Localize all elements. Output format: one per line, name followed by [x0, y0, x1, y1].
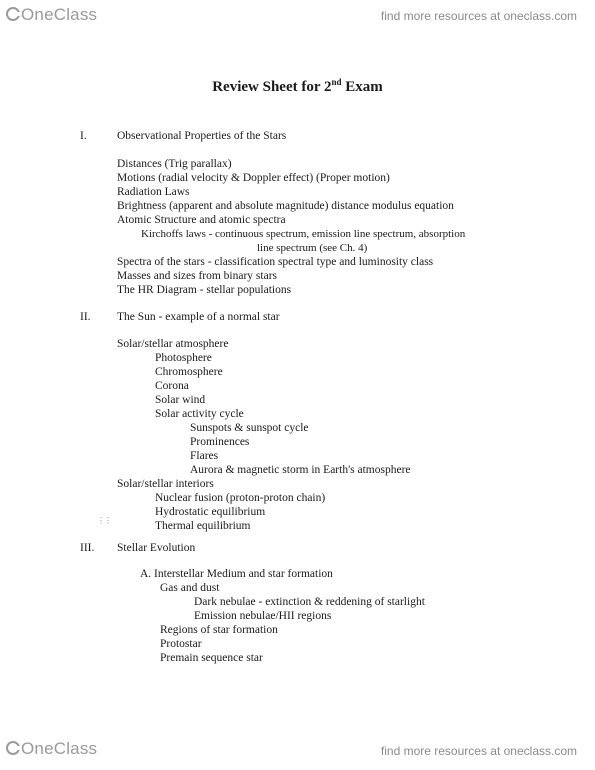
title-end: Exam — [341, 79, 383, 95]
oneclass-logo-mark-icon — [6, 7, 20, 21]
outline-item: Nuclear fusion (proton-proton chain) — [155, 492, 326, 504]
title-main: Review Sheet for 2 — [212, 79, 332, 95]
promo-link[interactable]: find more resources at oneclass.com — [380, 9, 577, 23]
outline-item: A. Interstellar Medium and star formation — [140, 568, 333, 580]
scan-speck: ⋮⋮ — [97, 516, 111, 525]
outline-item: Solar wind — [155, 394, 206, 406]
outline-item: The HR Diagram - stellar populations — [117, 284, 292, 296]
promo-link[interactable]: find more resources at oneclass.com — [380, 744, 577, 758]
section-numeral: II. — [80, 311, 91, 323]
outline-item: line spectrum (see Ch. 4) — [257, 242, 368, 254]
section-numeral: I. — [80, 130, 87, 142]
outline-item: Corona — [155, 380, 189, 392]
outline-item: Spectra of the stars - classification spectral type and luminosity class — [117, 256, 434, 268]
outline-item: Kirchoffs laws - continuous spectrum, emission line spectrum, absorption — [141, 228, 466, 240]
outline-item: Dark nebulae - extinction & reddening of starlight — [194, 596, 425, 608]
outline-item: Flares — [190, 450, 219, 462]
outline-item: Brightness (apparent and absolute magnitude) distance modulus equation — [117, 200, 454, 212]
logo-text: OneClass — [21, 5, 98, 24]
outline-item: Hydrostatic equilibrium — [155, 506, 266, 518]
outline-item: Chromosphere — [155, 366, 223, 378]
outline-item: Solar/stellar atmosphere — [117, 338, 229, 350]
section-heading: Stellar Evolution — [117, 542, 196, 554]
outline-item: Solar activity cycle — [155, 408, 244, 420]
outline-item: Masses and sizes from binary stars — [117, 270, 278, 282]
title-superscript: nd — [331, 77, 342, 87]
outline-item: Thermal equilibrium — [155, 520, 251, 532]
section-heading: Observational Properties of the Stars — [117, 130, 287, 142]
section-numeral: III. — [80, 542, 95, 554]
oneclass-logo[interactable] — [6, 739, 97, 759]
section-heading: The Sun - example of a normal star — [117, 311, 280, 323]
outline-item: Protostar — [160, 638, 202, 650]
outline-item: Gas and dust — [160, 582, 220, 594]
oneclass-logo-mark-icon — [6, 741, 20, 755]
outline-item: Atomic Structure and atomic spectra — [117, 214, 286, 226]
outline-item: Premain sequence star — [160, 652, 263, 664]
outline-item: Prominences — [190, 436, 250, 448]
outline-item: Sunspots & sunspot cycle — [190, 422, 309, 434]
outline-item: Photosphere — [155, 352, 212, 364]
outline-item: Regions of star formation — [160, 624, 278, 636]
outline-item: Emission nebulae/HII regions — [194, 610, 332, 622]
logo-text: OneClass — [21, 739, 98, 758]
oneclass-logo[interactable] — [6, 5, 97, 25]
outline-item: Aurora & magnetic storm in Earth's atmosphere — [190, 464, 411, 476]
outline-item: Solar/stellar interiors — [117, 478, 214, 490]
page-title — [0, 77, 595, 96]
outline-item: Radiation Laws — [117, 186, 190, 198]
outline-item: Distances (Trig parallax) — [117, 158, 232, 170]
outline-item: Motions (radial velocity & Doppler effect) (Proper motion) — [117, 172, 390, 184]
